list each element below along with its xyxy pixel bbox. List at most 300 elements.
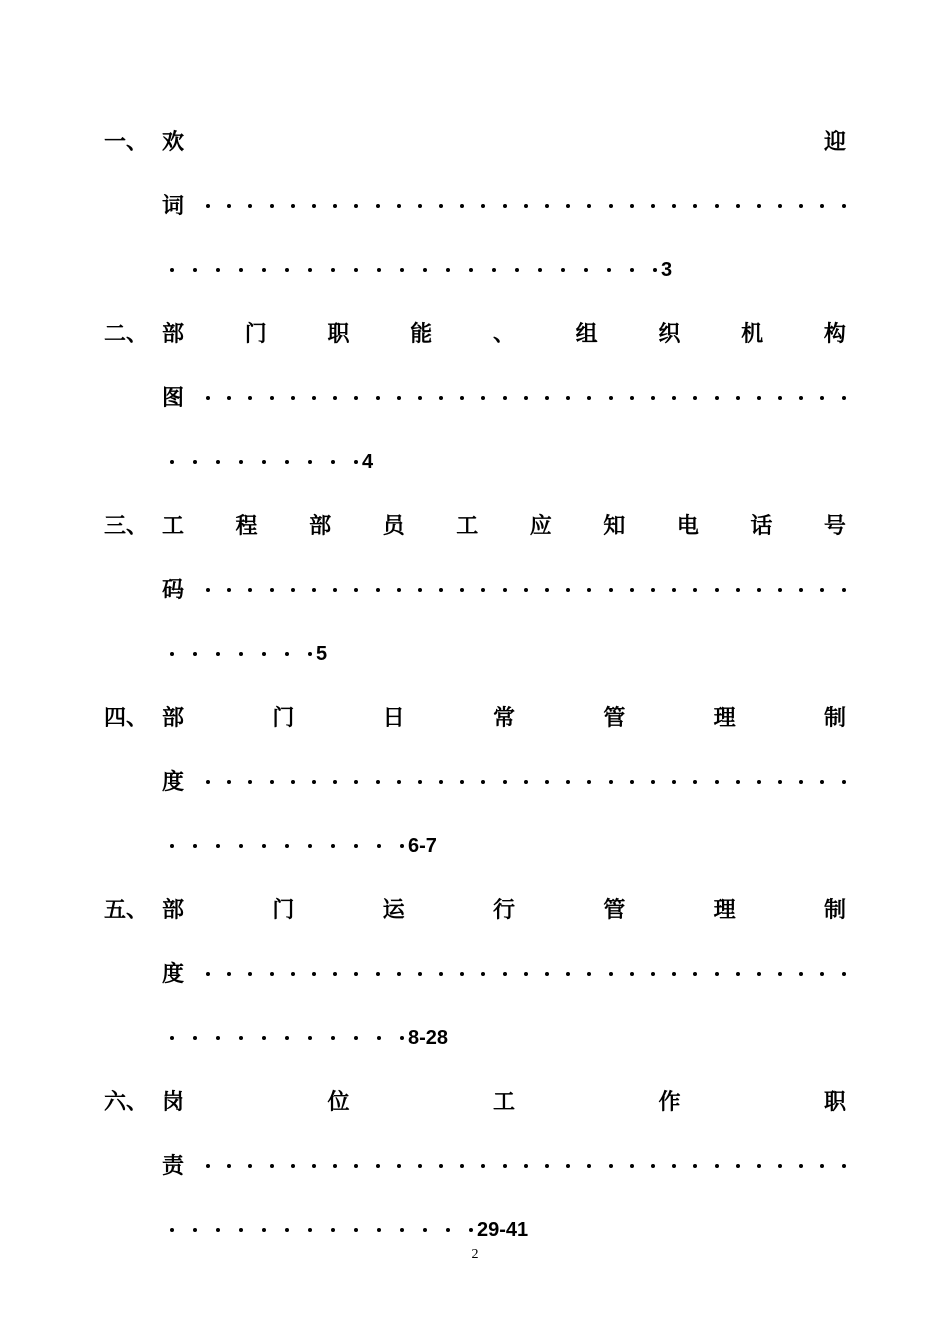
toc-heading-char: 组: [575, 321, 598, 347]
leader-dot: [170, 1036, 174, 1040]
leader-dot: [439, 780, 443, 784]
toc-heading-char: 位: [327, 1089, 350, 1115]
leader-dot: [423, 268, 427, 272]
leader-dot: [651, 588, 655, 592]
toc-leader-line: [0, 954, 950, 994]
leader-dot: [481, 396, 485, 400]
toc-heading-char: 理: [713, 705, 736, 731]
leader-dot: [630, 588, 634, 592]
toc-heading-line: [0, 1082, 950, 1122]
leader-dot: [354, 780, 358, 784]
leader-dot: [778, 396, 782, 400]
leader-dot: [397, 1164, 401, 1168]
toc-page-number: 29-41: [477, 1219, 529, 1241]
leader-dot: [354, 588, 358, 592]
leader-dot: [503, 588, 507, 592]
leader-dot: [216, 460, 220, 464]
leader-dot: [460, 1164, 464, 1168]
leader-dot: [216, 844, 220, 848]
leader-dot: [609, 780, 613, 784]
leader-dot: [736, 972, 740, 976]
leader-dot: [285, 1036, 289, 1040]
leader-dot: [354, 1164, 358, 1168]
toc-heading-char: 理: [713, 897, 736, 923]
leader-dot: [439, 396, 443, 400]
toc-leader-line: [0, 186, 950, 226]
leader-dot: [672, 972, 676, 976]
toc-page-number: 8-28: [408, 1027, 449, 1049]
toc-heading: [162, 698, 846, 738]
leader-dot: [736, 204, 740, 208]
toc-heading-char: 应: [529, 513, 552, 539]
leader-dot: [651, 972, 655, 976]
leader-dot: [566, 972, 570, 976]
leader-dot: [609, 588, 613, 592]
leader-dot: [227, 780, 231, 784]
leader-dot: [446, 1228, 450, 1232]
leader-dot: [460, 588, 464, 592]
leader-dot: [397, 780, 401, 784]
toc-heading: [162, 1082, 846, 1122]
leader-dot: [842, 972, 846, 976]
leader-dot: [291, 780, 295, 784]
toc-heading-char: 部: [309, 513, 332, 539]
leader-dot: [239, 1228, 243, 1232]
leader-dot: [820, 1164, 824, 1168]
toc-heading-char: 制: [823, 897, 846, 923]
toc-heading-char: 门: [272, 705, 295, 731]
leader-dot: [400, 1228, 404, 1232]
leader-dot: [308, 268, 312, 272]
leader-dot: [270, 204, 274, 208]
leader-dot: [545, 204, 549, 208]
leader-dot: [842, 780, 846, 784]
leader-dot: [469, 268, 473, 272]
toc-heading-char: 知: [603, 513, 626, 539]
toc-heading-char: 机: [741, 321, 764, 347]
toc-heading-char: 管: [603, 897, 626, 923]
leader-dot: [397, 396, 401, 400]
leader-dot: [460, 972, 464, 976]
leader-dot: [630, 396, 634, 400]
toc-heading-char: 岗: [162, 1089, 185, 1115]
leader-dot: [376, 1164, 380, 1168]
leader-dot: [312, 972, 316, 976]
toc-heading-char: 工: [492, 1089, 515, 1115]
leader-dot: [651, 780, 655, 784]
leader-dot: [757, 780, 761, 784]
leader-dot: [193, 1228, 197, 1232]
toc-heading-char: 构: [823, 321, 846, 347]
toc-heading-char: 、: [492, 321, 515, 347]
leader-dot: [587, 972, 591, 976]
toc-heading-char: 图: [162, 385, 185, 411]
leader-dot: [545, 396, 549, 400]
leader-dot: [481, 780, 485, 784]
leader-dot: [609, 1164, 613, 1168]
leader-dot: [193, 844, 197, 848]
leader-dot: [799, 204, 803, 208]
leader-dot: [354, 460, 358, 464]
toc-heading-line: [0, 890, 950, 930]
leader-dot: [312, 780, 316, 784]
leader-dot: [693, 396, 697, 400]
leader-dot: [515, 268, 519, 272]
leader-dot: [354, 844, 358, 848]
leader-dot: [609, 396, 613, 400]
leader-dot: [418, 1164, 422, 1168]
leader-dot: [778, 204, 782, 208]
leader-dot: [331, 1036, 335, 1040]
leader-dot: [609, 972, 613, 976]
leader-dot: [227, 1164, 231, 1168]
leader-dot: [216, 1228, 220, 1232]
toc-heading-char: 管: [603, 705, 626, 731]
leader-dot: [248, 972, 252, 976]
toc-heading: [162, 890, 846, 930]
toc-heading-char: 织: [658, 321, 681, 347]
leader-dot: [566, 1164, 570, 1168]
leader-dot: [239, 844, 243, 848]
leader-dot: [377, 1036, 381, 1040]
leader-dot: [672, 1164, 676, 1168]
leader-dot: [566, 396, 570, 400]
leader-dot: [312, 588, 316, 592]
leader-dot: [206, 204, 210, 208]
leader-dot: [170, 652, 174, 656]
toc-leader-line: [0, 1146, 950, 1186]
leader-dot: [285, 1228, 289, 1232]
leader-dot: [285, 268, 289, 272]
leader-dot: [376, 396, 380, 400]
leader-dot: [333, 780, 337, 784]
leader-dot: [757, 204, 761, 208]
toc-heading-char: 运: [382, 897, 405, 923]
leader-dot: [227, 972, 231, 976]
leader-dot: [270, 1164, 274, 1168]
toc-heading-char: 词: [162, 193, 185, 219]
leader-dot: [291, 972, 295, 976]
toc-page-number: 4: [362, 451, 374, 473]
leader-dot: [377, 1228, 381, 1232]
leader-dot: [672, 204, 676, 208]
leader-dot: [239, 460, 243, 464]
toc-heading-char: 码: [162, 577, 185, 603]
leader-dot: [757, 972, 761, 976]
leader-dot: [524, 780, 528, 784]
leader-dot: [607, 268, 611, 272]
leader-dot: [693, 1164, 697, 1168]
toc-number: 三、: [104, 513, 149, 539]
leader-dot: [354, 268, 358, 272]
leader-dot: [715, 396, 719, 400]
leader-dot: [653, 268, 657, 272]
leader-dot: [778, 1164, 782, 1168]
leader-dot: [757, 588, 761, 592]
leader-dot: [376, 780, 380, 784]
leader-dot: [584, 268, 588, 272]
leader-dot: [757, 1164, 761, 1168]
leader-dot: [566, 780, 570, 784]
leader-dot: [376, 972, 380, 976]
leader-dot: [423, 1228, 427, 1232]
leader-dot: [757, 396, 761, 400]
toc-heading-line: [0, 122, 950, 162]
leader-dot: [227, 204, 231, 208]
leader-dot: [715, 588, 719, 592]
leader-dot: [736, 588, 740, 592]
toc-heading-char: 门: [272, 897, 295, 923]
leader-dot: [354, 1036, 358, 1040]
leader-dot: [492, 268, 496, 272]
leader-dot: [291, 588, 295, 592]
leader-dot: [239, 1036, 243, 1040]
leader-dot: [481, 1164, 485, 1168]
toc-heading-char: 部: [162, 321, 185, 347]
leader-dot: [587, 204, 591, 208]
leader-dot: [439, 972, 443, 976]
leader-dot: [651, 204, 655, 208]
toc-heading-char: 行: [492, 897, 515, 923]
leader-dot: [227, 588, 231, 592]
leader-dot: [248, 396, 252, 400]
leader-dot: [715, 1164, 719, 1168]
toc-heading-char: 工: [162, 513, 185, 539]
leader-dot: [308, 1036, 312, 1040]
leader-dot: [460, 780, 464, 784]
leader-dot: [248, 204, 252, 208]
leader-dot: [418, 780, 422, 784]
toc-heading-char: 制: [823, 705, 846, 731]
toc-heading: [162, 314, 846, 354]
leader-dot: [778, 780, 782, 784]
leader-dot: [693, 780, 697, 784]
toc-leader-line: [0, 570, 950, 610]
leader-dot: [672, 396, 676, 400]
leader-dot: [799, 780, 803, 784]
leader-dot: [312, 1164, 316, 1168]
toc-number: 五、: [104, 897, 149, 923]
leader-dot: [193, 652, 197, 656]
leader-dot: [397, 204, 401, 208]
leader-dot: [418, 972, 422, 976]
leader-dot: [170, 268, 174, 272]
leader-dot: [524, 972, 528, 976]
leader-dot: [248, 780, 252, 784]
leader-dot: [715, 972, 719, 976]
leader-dot: [170, 460, 174, 464]
leader-dot: [333, 1164, 337, 1168]
leader-dot: [216, 652, 220, 656]
leader-dot: [842, 204, 846, 208]
leader-dot: [736, 780, 740, 784]
leader-dot: [715, 204, 719, 208]
toc-heading-line: [0, 506, 950, 546]
leader-dot: [333, 204, 337, 208]
leader-dot: [170, 1228, 174, 1232]
leader-dot: [778, 588, 782, 592]
leader-dot: [377, 844, 381, 848]
leader-dot: [400, 1036, 404, 1040]
leader-dot: [216, 268, 220, 272]
leader-dot: [693, 972, 697, 976]
toc-page-number: 5: [316, 643, 328, 665]
leader-dot: [262, 652, 266, 656]
leader-dot: [248, 1164, 252, 1168]
leader-dot: [193, 268, 197, 272]
leader-dot: [270, 972, 274, 976]
leader-dot: [587, 780, 591, 784]
leader-dot: [397, 588, 401, 592]
leader-dot: [376, 204, 380, 208]
page-footer-number: 2: [471, 1247, 479, 1262]
leader-dot: [651, 1164, 655, 1168]
leader-dot: [799, 972, 803, 976]
leader-dot: [693, 588, 697, 592]
leader-dot: [193, 1036, 197, 1040]
leader-dot: [331, 844, 335, 848]
leader-dot: [693, 204, 697, 208]
toc-page-line: [0, 442, 950, 482]
leader-dot: [587, 588, 591, 592]
leader-dot: [538, 268, 542, 272]
leader-dot: [524, 204, 528, 208]
toc-heading-char: 部: [162, 897, 185, 923]
leader-dot: [170, 844, 174, 848]
leader-dot: [439, 588, 443, 592]
leader-dot: [630, 972, 634, 976]
toc-heading-char: 职: [823, 1089, 846, 1115]
toc-page-line: [0, 1018, 950, 1058]
leader-dot: [291, 204, 295, 208]
toc-heading-char: 欢: [162, 129, 185, 155]
leader-dot: [262, 1036, 266, 1040]
leader-dot: [545, 972, 549, 976]
leader-dot: [736, 1164, 740, 1168]
leader-dot: [503, 1164, 507, 1168]
leader-dot: [503, 780, 507, 784]
leader-dot: [270, 780, 274, 784]
leader-dot: [397, 972, 401, 976]
leader-dot: [545, 1164, 549, 1168]
leader-dot: [545, 588, 549, 592]
toc-page-line: [0, 250, 950, 290]
toc-heading-char: 员: [382, 513, 405, 539]
leader-dot: [460, 204, 464, 208]
leader-dot: [439, 204, 443, 208]
leader-dot: [820, 204, 824, 208]
leader-dot: [651, 396, 655, 400]
leader-dot: [308, 844, 312, 848]
leader-dot: [778, 972, 782, 976]
leader-dot: [566, 588, 570, 592]
toc-heading: [162, 122, 846, 162]
leader-dot: [460, 396, 464, 400]
leader-dot: [206, 1164, 210, 1168]
toc-heading: [162, 506, 846, 546]
leader-dot: [842, 396, 846, 400]
leader-dot: [262, 268, 266, 272]
leader-dot: [285, 652, 289, 656]
leader-dot: [206, 588, 210, 592]
toc-heading-char: 度: [162, 961, 185, 987]
leader-dot: [206, 780, 210, 784]
toc-heading-char: 程: [235, 513, 258, 539]
leader-dot: [672, 780, 676, 784]
leader-dot: [331, 1228, 335, 1232]
leader-dot: [354, 396, 358, 400]
leader-dot: [312, 396, 316, 400]
leader-dot: [193, 460, 197, 464]
leader-dot: [842, 588, 846, 592]
toc-leader-line: [0, 378, 950, 418]
leader-dot: [333, 396, 337, 400]
leader-dot: [400, 844, 404, 848]
leader-dot: [545, 780, 549, 784]
leader-dot: [270, 588, 274, 592]
toc-heading-char: 电: [676, 513, 699, 539]
toc-page-number: 6-7: [408, 835, 437, 857]
toc-heading-char: 话: [750, 513, 773, 539]
toc-heading-char: 责: [162, 1153, 185, 1179]
leader-dot: [439, 1164, 443, 1168]
leader-dot: [446, 268, 450, 272]
leader-dot: [609, 204, 613, 208]
toc-heading-line: [0, 314, 950, 354]
toc-leader-line: [0, 762, 950, 802]
leader-dot: [503, 396, 507, 400]
leader-dot: [630, 268, 634, 272]
toc-heading-char: 作: [658, 1089, 681, 1115]
leader-dot: [418, 204, 422, 208]
leader-dot: [262, 460, 266, 464]
leader-dot: [239, 268, 243, 272]
leader-dot: [481, 204, 485, 208]
leader-dot: [291, 396, 295, 400]
leader-dot: [291, 1164, 295, 1168]
leader-dot: [587, 1164, 591, 1168]
leader-dot: [503, 204, 507, 208]
toc-heading-char: 度: [162, 769, 185, 795]
leader-dot: [262, 1228, 266, 1232]
leader-dot: [206, 972, 210, 976]
toc-heading-char: 门: [244, 321, 267, 347]
leader-dot: [820, 972, 824, 976]
leader-dot: [400, 268, 404, 272]
leader-dot: [524, 588, 528, 592]
toc-heading-char: 能: [410, 321, 433, 347]
leader-dot: [418, 588, 422, 592]
leader-dot: [308, 652, 312, 656]
leader-dot: [524, 1164, 528, 1168]
leader-dot: [285, 844, 289, 848]
toc-heading-line: [0, 698, 950, 738]
leader-dot: [736, 396, 740, 400]
toc-heading-char: 部: [162, 705, 185, 731]
leader-dot: [481, 972, 485, 976]
leader-dot: [377, 268, 381, 272]
toc-heading-char: 迎: [823, 129, 846, 155]
leader-dot: [561, 268, 565, 272]
leader-dot: [248, 588, 252, 592]
leader-dot: [331, 268, 335, 272]
leader-dot: [820, 588, 824, 592]
leader-dot: [820, 396, 824, 400]
leader-dot: [630, 204, 634, 208]
leader-dot: [566, 204, 570, 208]
leader-dot: [216, 1036, 220, 1040]
leader-dot: [630, 1164, 634, 1168]
